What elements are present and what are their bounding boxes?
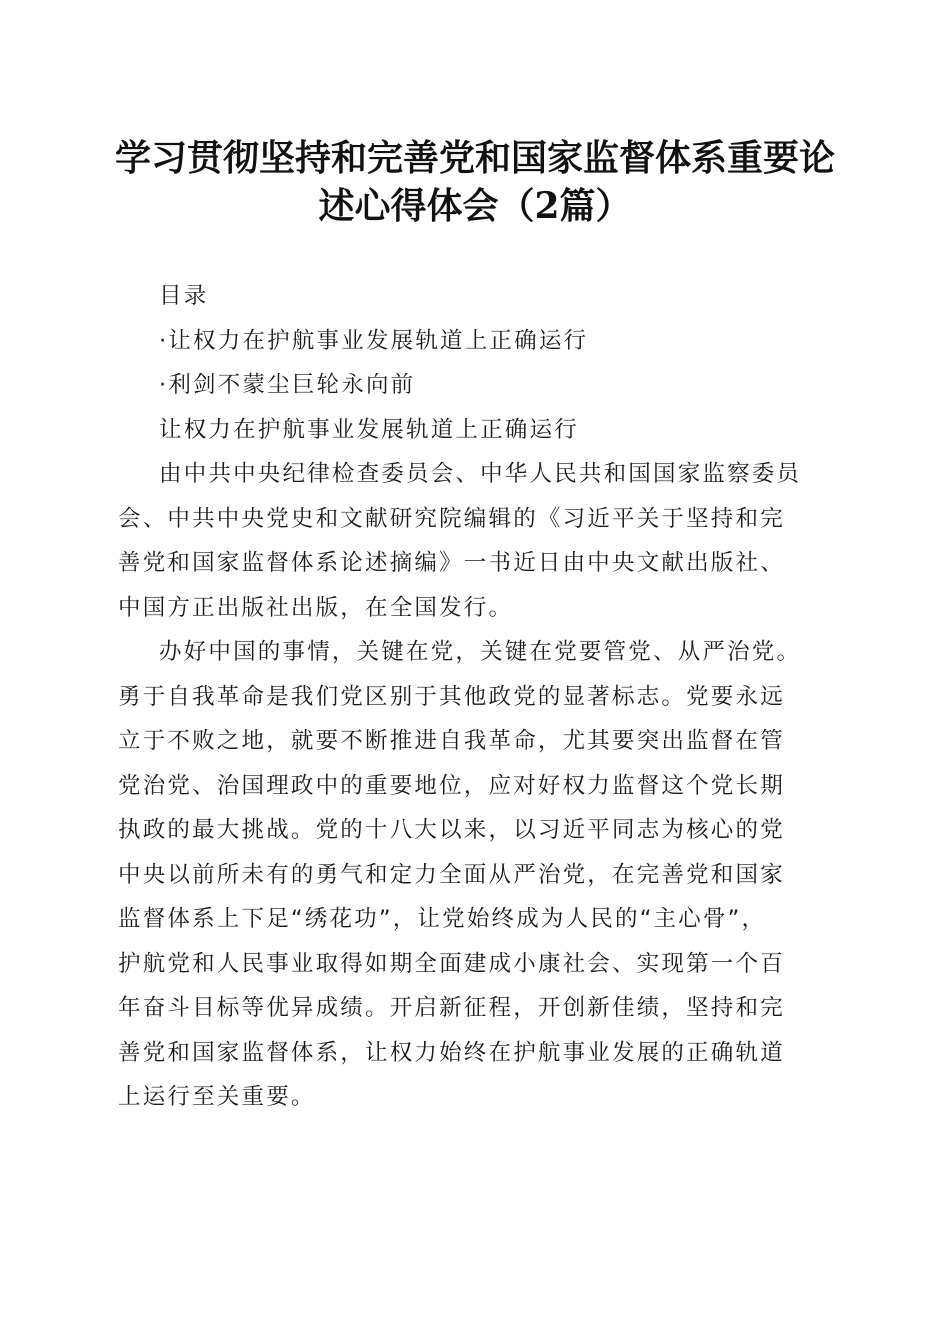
paragraph-2-line: 勇于自我革命是我们党区别于其他政党的显著标志。党要永远 xyxy=(118,683,785,710)
paragraph-2-line: 年奋斗目标等优异成绩。开启新征程，开创新佳绩，坚持和完 xyxy=(118,995,785,1021)
paragraph-1-line: 由中共中央纪律检查委员会、中华人民共和国国家监察委员 xyxy=(159,461,802,487)
paragraph-2-line: 上运行至关重要。 xyxy=(118,1084,316,1110)
paragraph-2-line: 执政的最大挑战。党的十八大以来，以习近平同志为核心的党 xyxy=(118,817,785,843)
document-title xyxy=(100,134,850,230)
document-body xyxy=(118,274,830,1120)
paragraph-1-line: 善党和国家监督体系论述摘编》一书近日由中央文献出版社、 xyxy=(118,550,785,576)
title-line-2: 述心得体会（2篇） xyxy=(318,185,632,227)
paragraph-2-line: 中央以前所未有的勇气和定力全面从严治党，在完善党和国家 xyxy=(118,861,785,888)
paragraph-2-line: 党治党、治国理政中的重要地位，应对好权力监督这个党长期 xyxy=(118,772,785,799)
toc-item-2: ·利剑不蒙尘巨轮永向前 xyxy=(159,372,416,398)
paragraph-2-line: 立于不败之地，就要不断推进自我革命，尤其要突出监督在管 xyxy=(118,728,785,754)
paragraph-1-line: 会、中共中央党史和文献研究院编辑的《习近平关于坚持和完 xyxy=(118,505,785,532)
toc-item-1: ·让权力在护航事业发展轨道上正确运行 xyxy=(159,327,589,354)
paragraph-1 xyxy=(118,452,830,630)
paragraph-2-line: 办好中国的事情，关键在党，关键在党要管党、从严治党。 xyxy=(159,639,802,665)
section-heading: 让权力在护航事业发展轨道上正确运行 xyxy=(159,416,579,443)
paragraph-2-line: 善党和国家监督体系，让权力始终在护航事业发展的正确轨道 xyxy=(118,1039,785,1066)
paragraph-2-line: 监督体系上下足“绣花功”，让党始终成为人民的“主心骨”， xyxy=(118,906,767,932)
paragraph-2-line: 护航党和人民事业取得如期全面建成小康社会、实现第一个百 xyxy=(118,950,785,977)
toc-heading: 目录 xyxy=(159,283,209,309)
paragraph-2 xyxy=(118,630,830,1120)
title-line-1: 学习贯彻坚持和完善党和国家监督体系重要论 xyxy=(114,137,835,179)
paragraph-1-line: 中国方正出版社出版，在全国发行。 xyxy=(118,594,514,621)
